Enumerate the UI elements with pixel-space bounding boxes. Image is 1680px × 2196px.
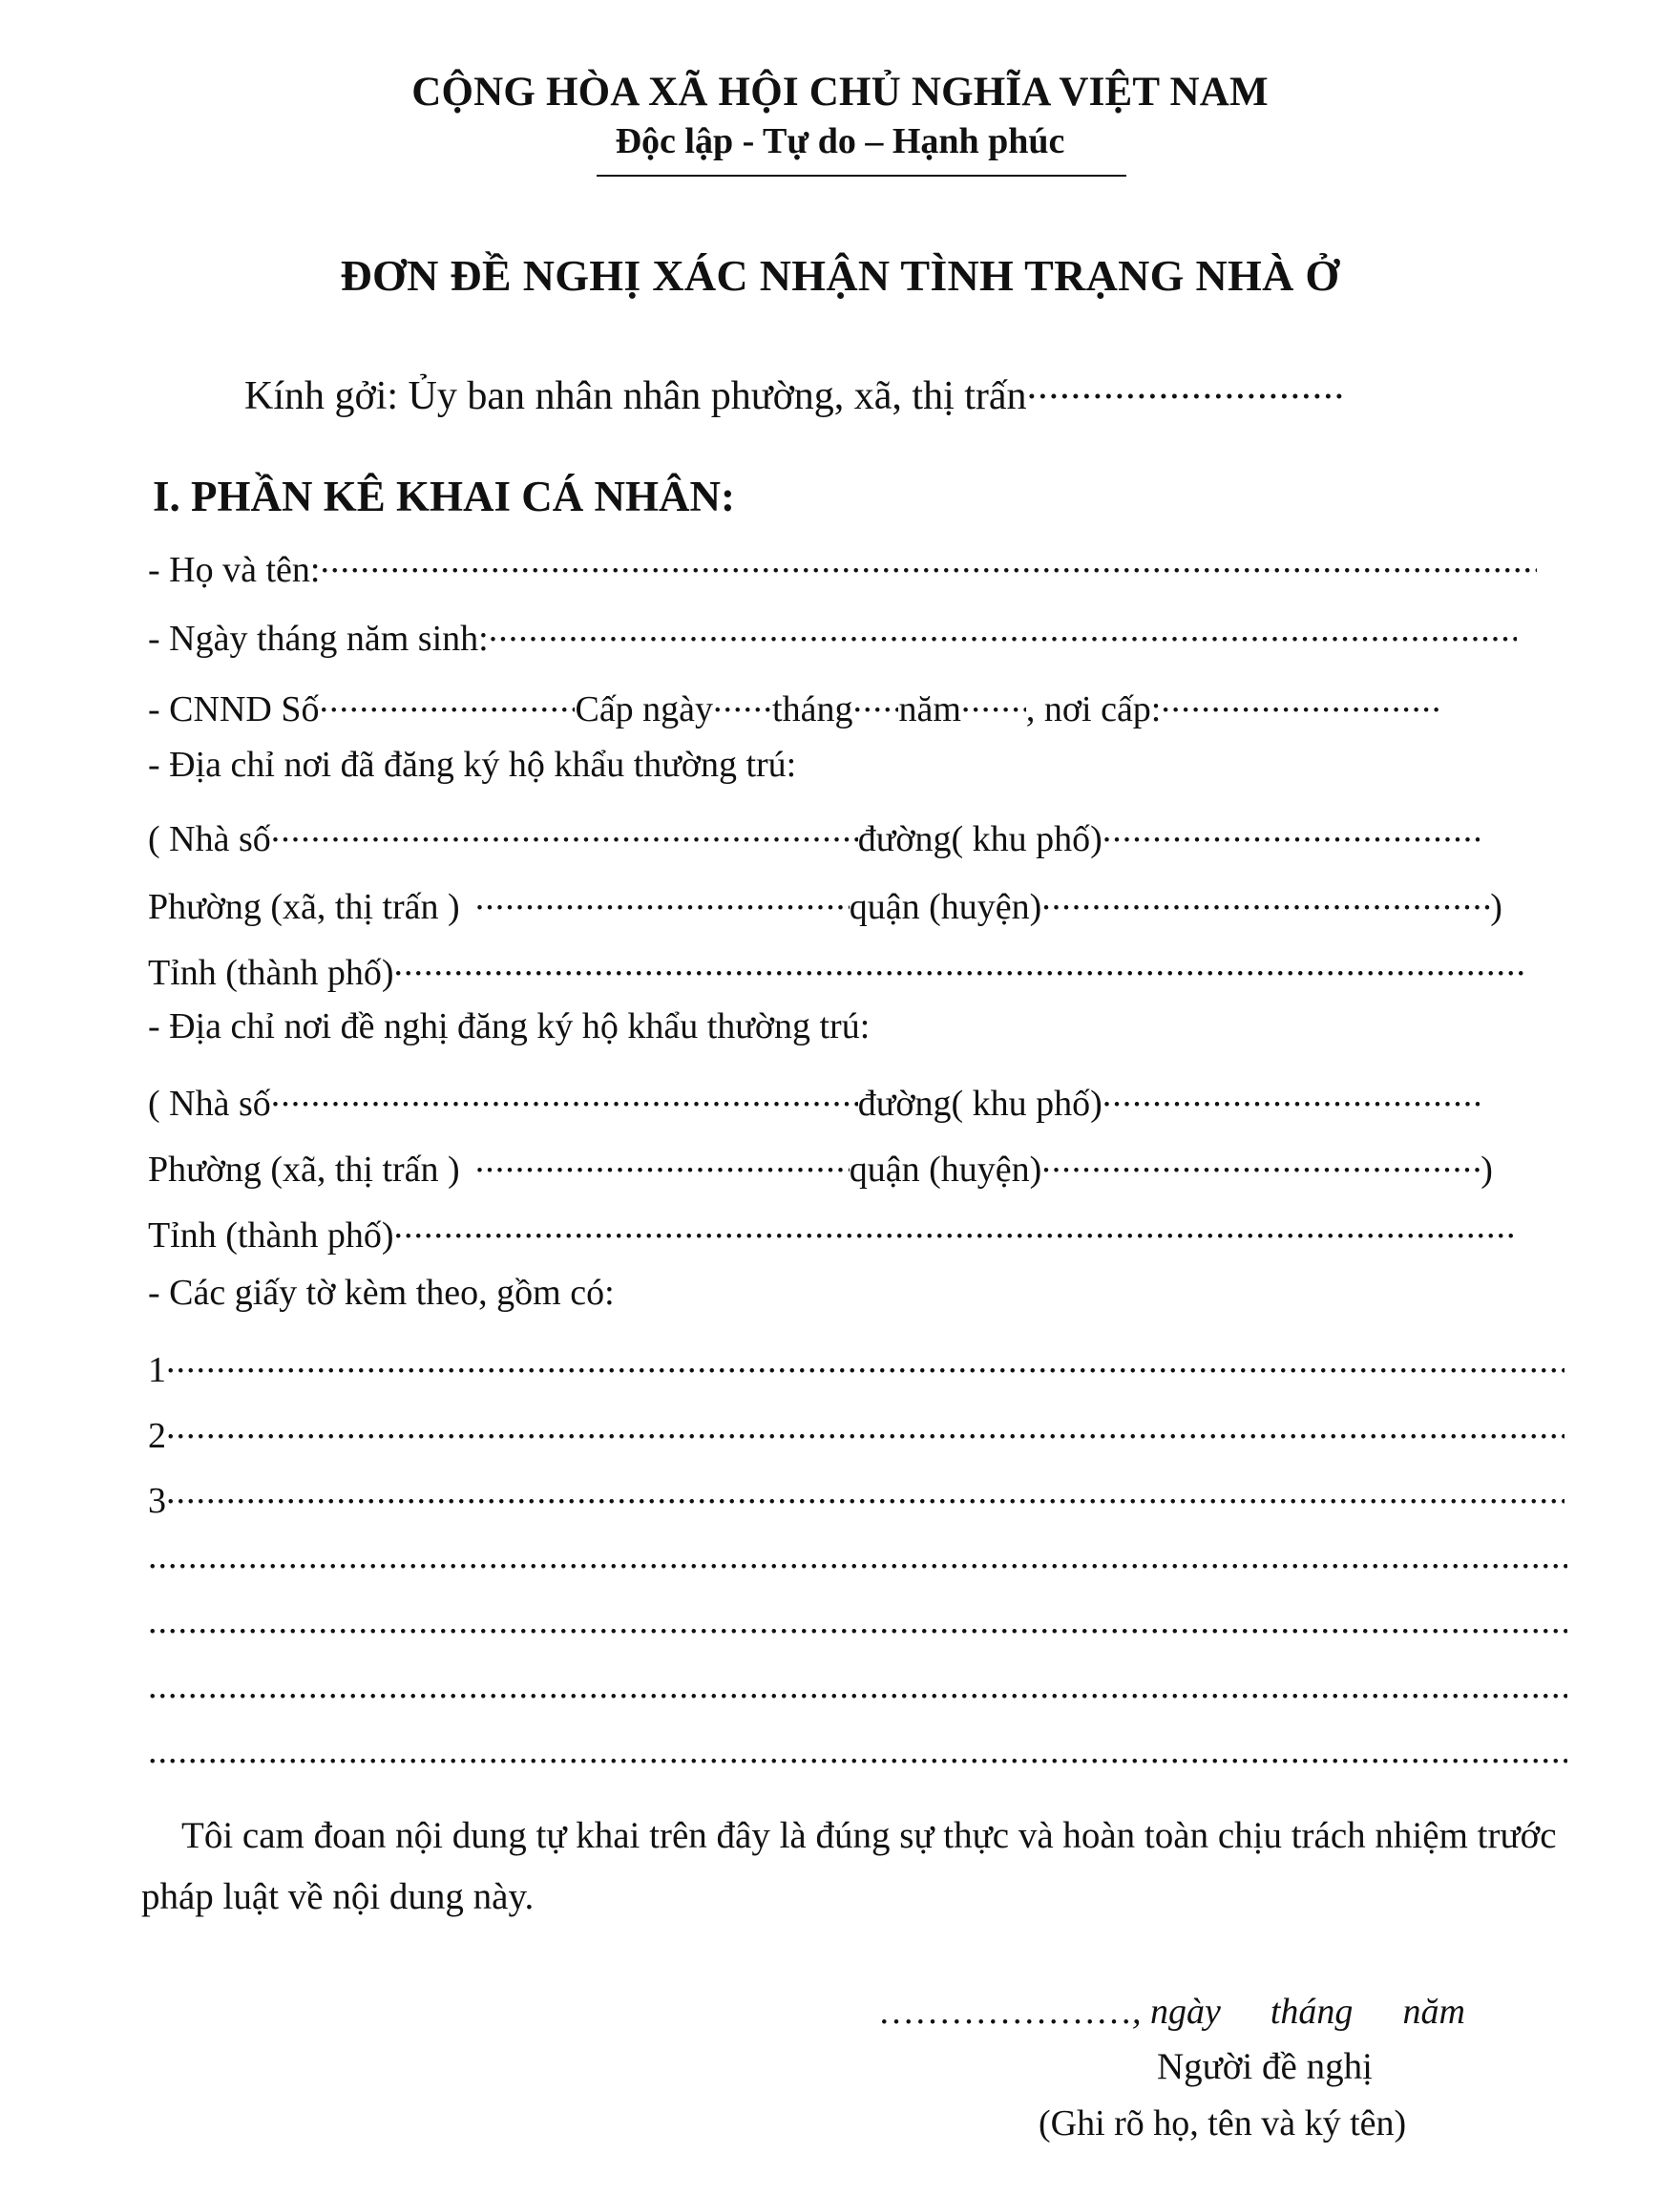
- id-year-label: năm: [898, 689, 961, 729]
- id-month-field[interactable]: [852, 679, 898, 721]
- proposed-ward-field[interactable]: [475, 1139, 850, 1181]
- signature-date-line: [878, 1991, 1465, 2033]
- proposed-address-heading: - Địa chỉ nơi đề nghị đăng ký hộ khẩu thường trú:: [148, 1006, 871, 1046]
- place-field[interactable]: …………………: [878, 1992, 1132, 2032]
- district-label: quận (huyện): [849, 887, 1042, 927]
- attachment-number: 1: [148, 1350, 166, 1390]
- proposed-district-field[interactable]: [1041, 1139, 1480, 1181]
- registered-address-heading: - Địa chỉ nơi đã đăng ký hộ khẩu thường trú:: [148, 745, 797, 785]
- proposed-street-field[interactable]: [1102, 1073, 1480, 1115]
- declaration-text: Tôi cam đoan nội dung tự khai trên đây là đúng sự thực và hoàn toàn chịu trách nhiệm trước pháp luật về nội dung này.: [141, 1815, 1557, 1917]
- extra-blank-line: [148, 1535, 1567, 1583]
- close-paren: ): [1480, 1150, 1493, 1190]
- registered-ward-field[interactable]: [475, 876, 850, 919]
- national-motto: Độc lập - Tự do – Hạnh phúc: [615, 121, 1065, 161]
- addressee-field[interactable]: [1027, 363, 1347, 409]
- full-name-row: [148, 539, 1537, 590]
- extra-field-1[interactable]: [148, 1535, 1567, 1577]
- attachment-field-1[interactable]: [166, 1340, 1564, 1382]
- motto-underline: [597, 175, 1126, 177]
- proposed-ward-row: [148, 1139, 1493, 1190]
- attachment-number: 3: [148, 1481, 166, 1521]
- id-year-field[interactable]: [961, 679, 1026, 721]
- addressee-line: [244, 363, 1347, 419]
- registered-house-row: [148, 809, 1480, 859]
- section-heading: I. PHẦN KÊ KHAI CÁ NHÂN:: [153, 473, 736, 520]
- province-label: Tỉnh (thành phố): [148, 953, 394, 993]
- close-paren: ): [1490, 887, 1502, 927]
- proposed-house-row: [148, 1073, 1480, 1124]
- proposed-house-field[interactable]: [271, 1073, 858, 1115]
- attachment-row: [148, 1340, 1564, 1390]
- declaration-paragraph: [141, 1805, 1592, 1928]
- dob-label: - Ngày tháng năm sinh:: [148, 619, 489, 659]
- month-label: tháng: [1270, 1992, 1354, 2032]
- street-label: đường( khu phố): [857, 819, 1102, 859]
- extra-blank-line: [148, 1665, 1567, 1713]
- district-label: quận (huyện): [849, 1150, 1042, 1190]
- house-no-label: ( Nhà số: [148, 819, 271, 859]
- attachments-heading: - Các giấy tờ kèm theo, gồm có:: [148, 1273, 615, 1313]
- id-month-label: tháng: [772, 689, 853, 729]
- applicant-role: Người đề nghị: [1157, 2046, 1373, 2087]
- attachment-row: [148, 1470, 1564, 1521]
- id-row: [148, 679, 1442, 727]
- full-name-field[interactable]: [320, 539, 1537, 581]
- id-label: - CNND Số: [148, 689, 320, 729]
- full-name-label: - Họ và tên:: [148, 550, 321, 590]
- ward-label: Phường (xã, thị trấn ): [148, 887, 460, 927]
- national-title: CỘNG HÒA XÃ HỘI CHỦ NGHĨA VIỆT NAM: [411, 70, 1269, 115]
- attachment-field-3[interactable]: [166, 1470, 1564, 1512]
- extra-field-4[interactable]: [148, 1730, 1567, 1772]
- extra-field-3[interactable]: [148, 1665, 1567, 1707]
- addressee-label: Kính gởi: Ủy ban nhân nhân phường, xã, thị trấn: [244, 374, 1027, 418]
- extra-blank-line: [148, 1600, 1567, 1648]
- house-no-label: ( Nhà số: [148, 1084, 271, 1124]
- year-label: năm: [1402, 1992, 1465, 2032]
- ward-label: Phường (xã, thị trấn ): [148, 1150, 460, 1190]
- id-place-field[interactable]: [1161, 679, 1442, 721]
- registered-house-field[interactable]: [271, 809, 858, 851]
- attachment-number: 2: [148, 1416, 166, 1456]
- province-label: Tỉnh (thành phố): [148, 1215, 394, 1256]
- id-place-label: , nơi cấp:: [1025, 689, 1162, 729]
- attachment-field-2[interactable]: [166, 1405, 1564, 1447]
- id-issue-date-label: Cấp ngày: [575, 689, 714, 729]
- id-number-field[interactable]: [319, 679, 575, 721]
- street-label: đường( khu phố): [857, 1084, 1102, 1124]
- registered-ward-row: [148, 876, 1502, 927]
- registered-province-field[interactable]: [394, 942, 1523, 984]
- id-day-field[interactable]: [713, 679, 772, 721]
- proposed-province-field[interactable]: [394, 1205, 1519, 1247]
- extra-blank-line: [148, 1730, 1567, 1778]
- dob-row: [148, 608, 1517, 659]
- dob-field[interactable]: [489, 608, 1517, 650]
- proposed-province-row: [148, 1205, 1519, 1256]
- extra-field-2[interactable]: [148, 1600, 1567, 1642]
- registered-province-row: [148, 942, 1523, 993]
- attachment-row: [148, 1405, 1564, 1456]
- form-title: ĐƠN ĐỀ NGHỊ XÁC NHẬN TÌNH TRẠNG NHÀ Ở: [340, 251, 1340, 300]
- signature-note: (Ghi rõ họ, tên và ký tên): [1039, 2103, 1407, 2143]
- registered-street-field[interactable]: [1102, 809, 1480, 851]
- day-label: , ngày: [1132, 1992, 1221, 2032]
- registered-district-field[interactable]: [1041, 876, 1490, 919]
